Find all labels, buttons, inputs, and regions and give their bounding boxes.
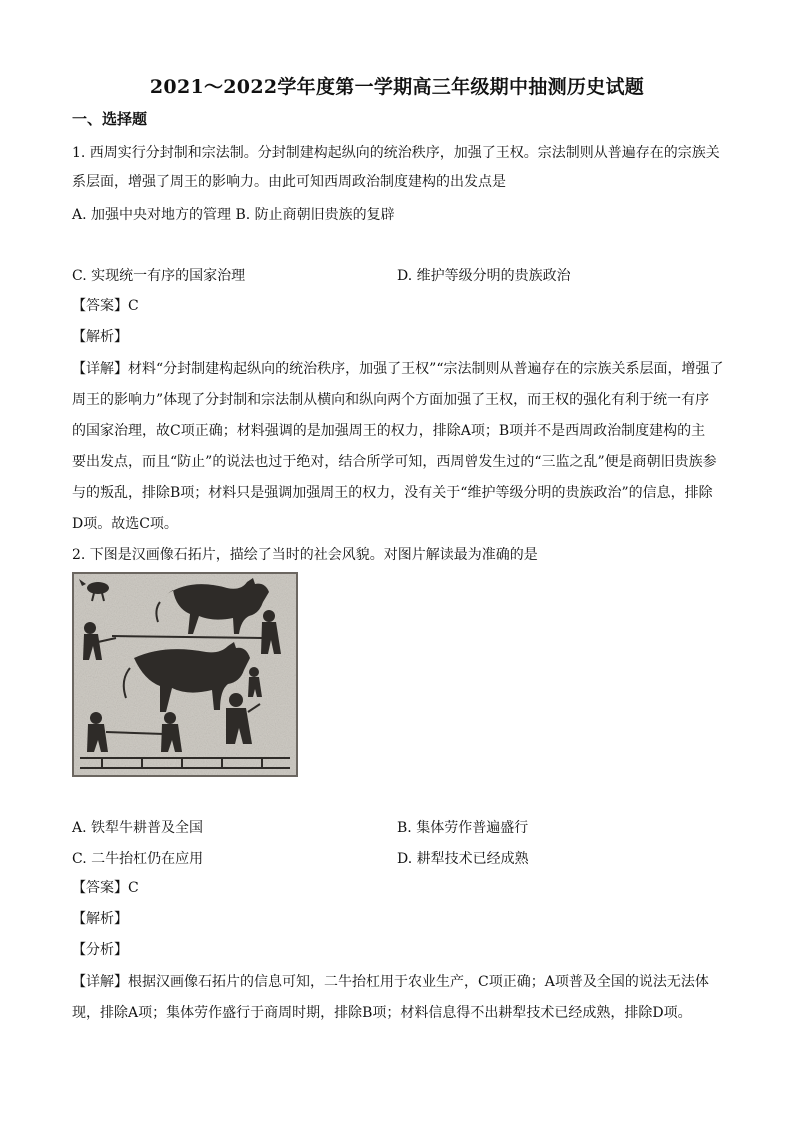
q2-detail-line-1: 【详解】根据汉画像石拓片的信息可知，二牛抬杠用于农业生产，C项正确；A项普及全国的说法无法体 (72, 974, 709, 990)
q1-stem-line-1: 1. 西周实行分封制和宗法制。分封制建构起纵向的统治秩序，加强了王权。宗法制则从普遍存在的宗族关 (72, 145, 720, 161)
q2-detail-line-2: 现，排除A项；集体劳作盛行于商周时期，排除B项；材料信息得不出耕犁技术已经成熟，排除D项。 (72, 1005, 692, 1021)
q1-detail-line-1: 【详解】材料“分封制建构起纵向的统治秩序，加强了王权”“宗法制则从普遍存在的宗族关系层面，增强了 (72, 361, 724, 377)
q1-detail-line-6: D项。故选C项。 (72, 516, 178, 532)
q1-analysis-label: 【解析】 (72, 329, 128, 345)
q2-option-c: C. 二牛抬杠仍在应用 (72, 851, 204, 867)
q2-option-b: B. 集体劳作普遍盛行 (397, 820, 529, 836)
q1-option-ab: A. 加强中央对地方的管理 B. 防止商朝旧贵族的复辟 (72, 207, 395, 223)
q2-option-d: D. 耕犁技术已经成熟 (397, 851, 529, 867)
q1-option-d: D. 维护等级分明的贵族政治 (397, 268, 571, 284)
q2-analysis-label: 【解析】 (72, 911, 128, 927)
q1-stem-line-2: 系层面，增强了周王的影响力。由此可知西周政治制度建构的出发点是 (72, 174, 506, 190)
q2-answer: 【答案】C (72, 880, 139, 896)
q1-option-c: C. 实现统一有序的国家治理 (72, 268, 246, 284)
q2-fenxi-label: 【分析】 (72, 942, 128, 958)
q2-stem: 2. 下图是汉画像石拓片，描绘了当时的社会风貌。对图片解读最为准确的是 (72, 547, 538, 563)
page-title: 2021～2022学年度第一学期高三年级期中抽测历史试题 (149, 76, 645, 98)
q2-option-a: A. 铁犁牛耕普及全国 (72, 820, 204, 836)
section-heading: 一、选择题 (72, 110, 148, 128)
q1-detail-line-2: 周王的影响力”体现了分封制和宗法制从横向和纵向两个方面加强了王权，而王权的强化有利于统一有序 (72, 392, 710, 408)
q1-detail-line-5: 与的叛乱，排除B项；材料只是强调加强周王的权力，没有关于“维护等级分明的贵族政治”的信息，排除 (72, 485, 713, 501)
q1-answer: 【答案】C (72, 298, 139, 314)
q1-detail-line-4: 要出发点，而且“防止”的说法也过于绝对，结合所学可知，西周曾发生过的“三监之乱”便是商朝旧贵族参 (72, 454, 717, 470)
q1-detail-line-3: 的国家治理，故C项正确；材料强调的是加强周王的权力，排除A项；B项并不是西周政治制度建构的主 (72, 423, 706, 439)
han-stone-rubbing-image (72, 572, 298, 777)
